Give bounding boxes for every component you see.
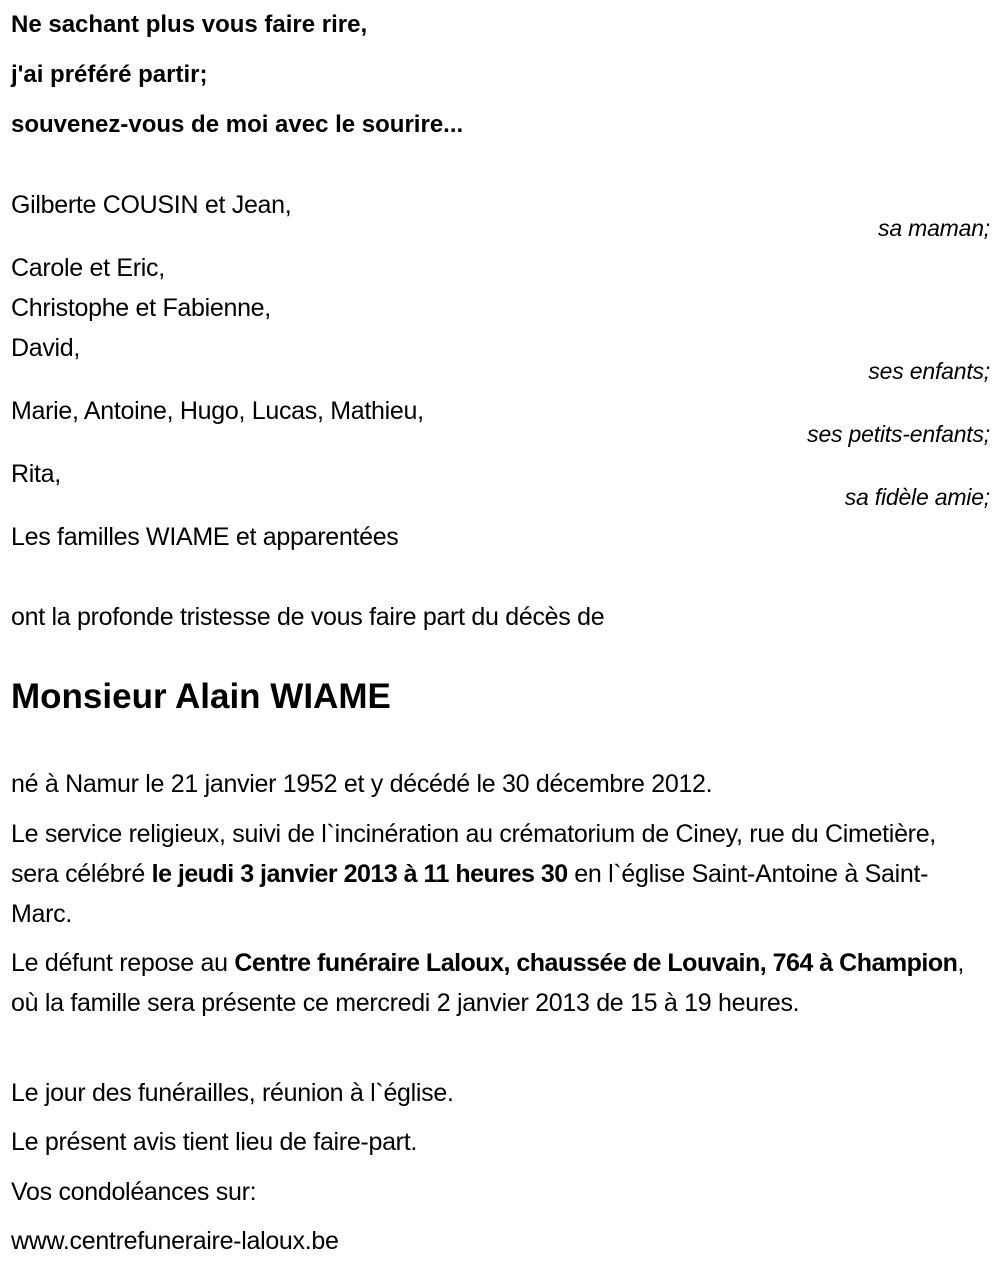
repose-location: Centre funéraire Laloux, chaussée de Louvain, 764 à Champion bbox=[234, 949, 958, 977]
note-funeral-meeting: Le jour des funérailles, réunion à l`église. bbox=[11, 1079, 454, 1107]
repose-text-1: Le défunt repose au bbox=[11, 949, 235, 977]
family-relatives: Les familles WIAME et apparentées bbox=[11, 523, 399, 551]
family-children-name-1: Carole et Eric, bbox=[11, 254, 165, 282]
service-datetime: le jeudi 3 janvier 2013 à 11 heures 30 bbox=[151, 860, 568, 888]
family-friend-name: Rita, bbox=[11, 460, 61, 488]
repose-text-2: , où la famille sera présente ce mercredi 2 janvier 2013 de 15 à 19 heures. bbox=[11, 949, 965, 1017]
service-paragraph bbox=[11, 814, 986, 934]
repose-paragraph bbox=[11, 943, 986, 1023]
family-friend-role: sa fidèle amie; bbox=[844, 484, 990, 510]
deceased-name: Monsieur Alain WIAME bbox=[11, 677, 391, 716]
verse-line-1: Ne sachant plus vous faire rire, bbox=[11, 11, 368, 38]
service-text-1: Le service religieux, suivi de l`incinération au crématorium de Ciney, rue du Cimetière, sera célébré bbox=[11, 820, 936, 888]
family-grandchildren-role: ses petits-enfants; bbox=[807, 421, 990, 447]
family-children-role: ses enfants; bbox=[868, 358, 990, 384]
website-link[interactable]: www.centrefuneraire-laloux.be bbox=[11, 1227, 339, 1255]
verse-line-2: j'ai préféré partir; bbox=[11, 61, 208, 88]
announcement-text: ont la profonde tristesse de vous faire part du décès de bbox=[11, 603, 605, 631]
family-mother-role: sa maman; bbox=[878, 215, 990, 241]
family-mother-names: Gilberte COUSIN et Jean, bbox=[11, 191, 292, 219]
family-children-name-3: David, bbox=[11, 334, 81, 362]
service-text-2: en l`église Saint-Antoine à Saint-Marc. bbox=[11, 860, 929, 928]
note-faire-part: Le présent avis tient lieu de faire-part. bbox=[11, 1128, 417, 1156]
family-grandchildren-names: Marie, Antoine, Hugo, Lucas, Mathieu, bbox=[11, 397, 424, 425]
family-children-name-2: Christophe et Fabienne, bbox=[11, 294, 271, 322]
note-condolences: Vos condoléances sur: bbox=[11, 1178, 257, 1206]
birth-death-text: né à Namur le 21 janvier 1952 et y décédé le 30 décembre 2012. bbox=[11, 770, 713, 798]
verse-line-3: souvenez-vous de moi avec le sourire... bbox=[11, 111, 464, 138]
